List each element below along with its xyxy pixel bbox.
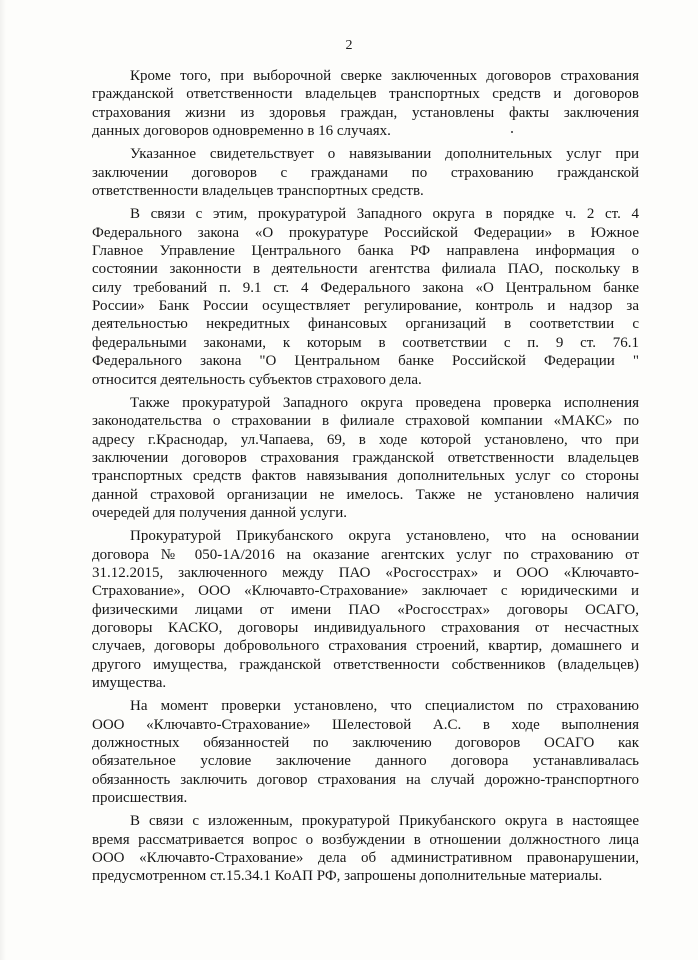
text-line: заключении договоров с гражданами по страхованию гражданской bbox=[92, 164, 639, 181]
text-line: происшествия. bbox=[92, 790, 188, 807]
paragraph bbox=[92, 697, 639, 807]
text-line: обязанность заключить договор страхования на случай дорожно-транспортного bbox=[92, 771, 639, 788]
text-line: договоры КАСКО, договоры индивидуального страхования от несчастных bbox=[92, 619, 639, 636]
paragraph bbox=[92, 527, 639, 692]
text-line: ответственности владельцев транспортных средств. bbox=[92, 183, 424, 200]
text-line: силу требований п. 9.1 ст. 4 Федерального закона «О Центральном банке bbox=[92, 279, 639, 296]
document-body bbox=[92, 67, 639, 891]
paragraph bbox=[92, 812, 639, 885]
text-line: деятельностью некредитных финансовых организаций в соответствии с bbox=[92, 316, 639, 333]
text-line: Федерального закона "О Центральном банке Российской Федерации " bbox=[92, 353, 639, 370]
text-line: законодательства о страховании в филиале страховой компании «МАКС» по bbox=[92, 413, 639, 430]
text-line: другого имущества, гражданской ответственности собственников (владельцев) bbox=[92, 656, 639, 673]
text-line: состоянии законности в деятельности агентства филиала ПАО, поскольку в bbox=[92, 261, 639, 278]
text-line: заключении договоров страхования гражданской ответственности владельцев bbox=[92, 449, 639, 466]
text-line: гражданской ответственности владельцев транспортных средств и договоров bbox=[92, 86, 639, 103]
text-line: России» Банк России осуществляет регулирование, контроль и надзор за bbox=[92, 298, 639, 315]
text-line: федеральными законами, к которым в соответствии с п. 9 ст. 76.1 bbox=[92, 334, 639, 351]
text-line: На момент проверки установлено, что специалистом по страхованию bbox=[130, 698, 639, 715]
text-line: Страхование», ООО «Ключавто-Страхование» заключает с юридическими и bbox=[92, 583, 639, 600]
text-line: ООО «Ключавто-Страхование» дела об административном правонарушении, bbox=[92, 850, 639, 867]
text-line: Прокуратурой Прикубанского округа установлено, что на основании bbox=[130, 528, 639, 545]
text-line: должностных обязанностей по заключению договоров ОСАГО как bbox=[92, 735, 639, 752]
text-line: физическими лицами от имени ПАО «Росгосстрах» договоры ОСАГО, bbox=[92, 601, 639, 618]
text-line: случаев, договоры добровольного страхования строений, квартир, домашнего и bbox=[92, 638, 639, 655]
text-line: имущества. bbox=[92, 675, 167, 691]
text-line: Указанное свидетельствует о навязывании дополнительных услуг при bbox=[130, 146, 639, 163]
text-line: предусмотренном ст.15.34.1 КоАП РФ, запрошены дополнительные материалы. bbox=[92, 868, 603, 885]
text-line: относится деятельность субъектов страхового дела. bbox=[92, 371, 422, 388]
text-line: транспортных средств фактов навязывания дополнительных услуг со стороны bbox=[92, 468, 639, 485]
text-line: Кроме того, при выборочной сверке заключенных договоров страхования bbox=[130, 68, 639, 84]
paragraph bbox=[92, 67, 639, 140]
text-line: данных договоров одновременно в 16 случаях. bbox=[92, 123, 391, 140]
text-line: Также прокуратурой Западного округа проведена проверка исполнения bbox=[130, 394, 639, 411]
text-line: очередей для получения данной услуги. bbox=[92, 504, 348, 521]
text-line: Главное Управление Центрального банка РФ направлена информация о bbox=[92, 243, 639, 260]
text-line: В связи с изложенным, прокуратурой Прикубанского округа в настоящее bbox=[130, 813, 639, 830]
paragraph bbox=[92, 205, 639, 388]
text-line: 31.12.2015, заключенного между ПАО «Росгосстрах» и ООО «Ключавто- bbox=[92, 564, 639, 581]
text-line: адресу г.Краснодар, ул.Чапаева, 69, в ходе которой установлено, что при bbox=[92, 431, 639, 448]
text-line: данной страховой организации не имелось. Также не установлено наличия bbox=[92, 486, 639, 503]
text-line: Федерального закона «О прокуратуре Российской Федерации» в Южное bbox=[92, 224, 639, 241]
paragraph bbox=[92, 145, 639, 200]
text-line: договора № 050-1А/2016 на оказание агентских услуг по страхованию от bbox=[92, 546, 639, 563]
text-line: В связи с этим, прокуратурой Западного округа в порядке ч. 2 ст. 4 bbox=[130, 206, 639, 223]
text-line: время рассматривается вопрос о возбуждении в отношении должностного лица bbox=[92, 831, 639, 848]
paragraph bbox=[92, 394, 639, 522]
page-number: 2 bbox=[345, 38, 353, 53]
text-line: ООО «Ключавто-Страхование» Шелестовой А.С. в ходе выполнения bbox=[92, 716, 639, 733]
scan-edge-shadow bbox=[0, 0, 6, 960]
text-line: страхования жизни из здоровья граждан, установлены факты заключения bbox=[92, 104, 639, 121]
text-line: обязательное условие заключение данного договора устанавливалась bbox=[92, 753, 639, 770]
